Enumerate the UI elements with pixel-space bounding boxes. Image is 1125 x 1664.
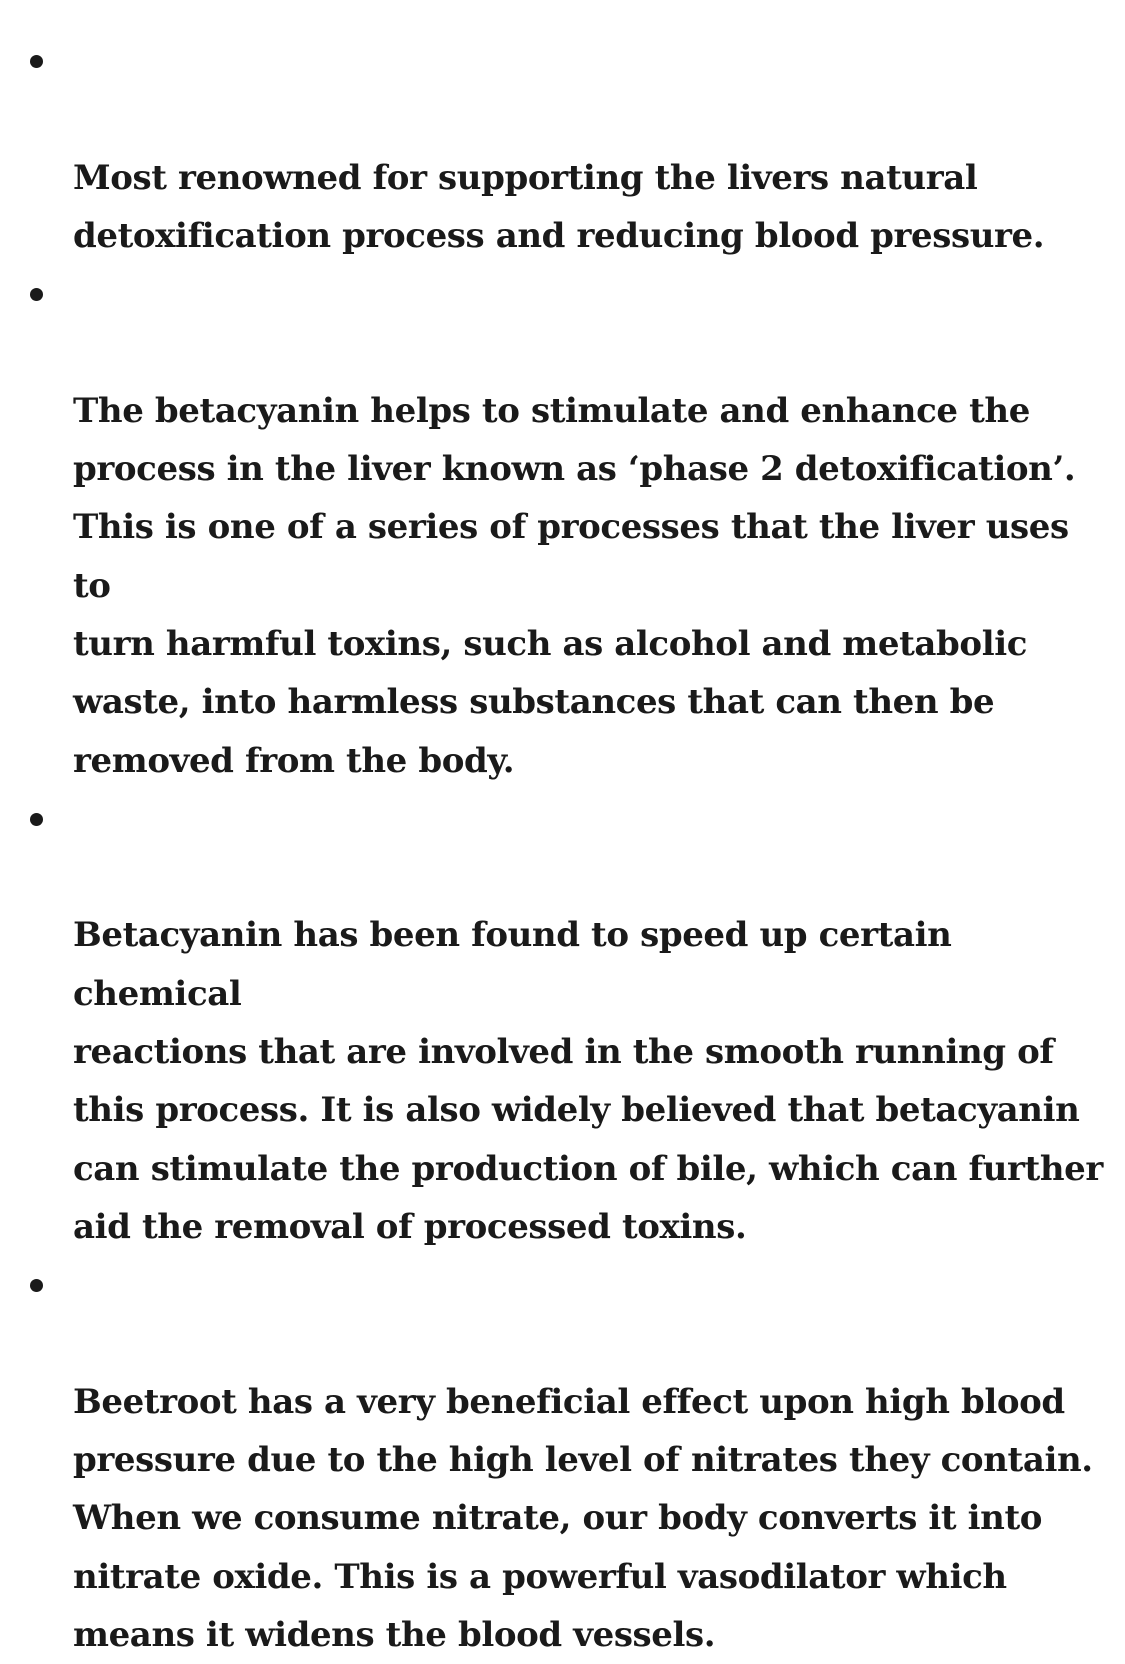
bullet-icon — [30, 55, 43, 68]
list-item — [0, 790, 1125, 1256]
list-item — [0, 265, 1125, 790]
bullet-list — [0, 32, 1125, 1664]
list-item — [0, 1256, 1125, 1664]
list-item-text: Betacyanin has been found to speed up certain chemical reactions that are involved in the smooth running of this process. It is also widely believed that betacyanin can stimulate the production of bile, which can further aid the removal of processed toxins. — [73, 915, 1103, 1247]
bullet-icon — [30, 813, 43, 826]
bullet-icon — [30, 288, 43, 301]
bullet-icon — [30, 1279, 43, 1292]
list-item-text: Most renowned for supporting the livers natural detoxification process and reducing blood pressure. — [73, 157, 1045, 256]
list-item — [0, 32, 1125, 265]
list-item-text: Beetroot has a very beneficial effect upon high blood pressure due to the high level of nitrates they contain. When we consume nitrate, our body converts it into nitrate oxide. This is a powerful vasodilator which means it widens the blood vessels. — [73, 1381, 1093, 1656]
list-item-text: The betacyanin helps to stimulate and enhance the process in the liver known as ‘phase 2 detoxification’. This is one of a series of processes that the liver uses to turn harmful toxins, such as alcohol and metabolic waste, into harmless substances that can then be removed from the body. — [73, 390, 1076, 781]
